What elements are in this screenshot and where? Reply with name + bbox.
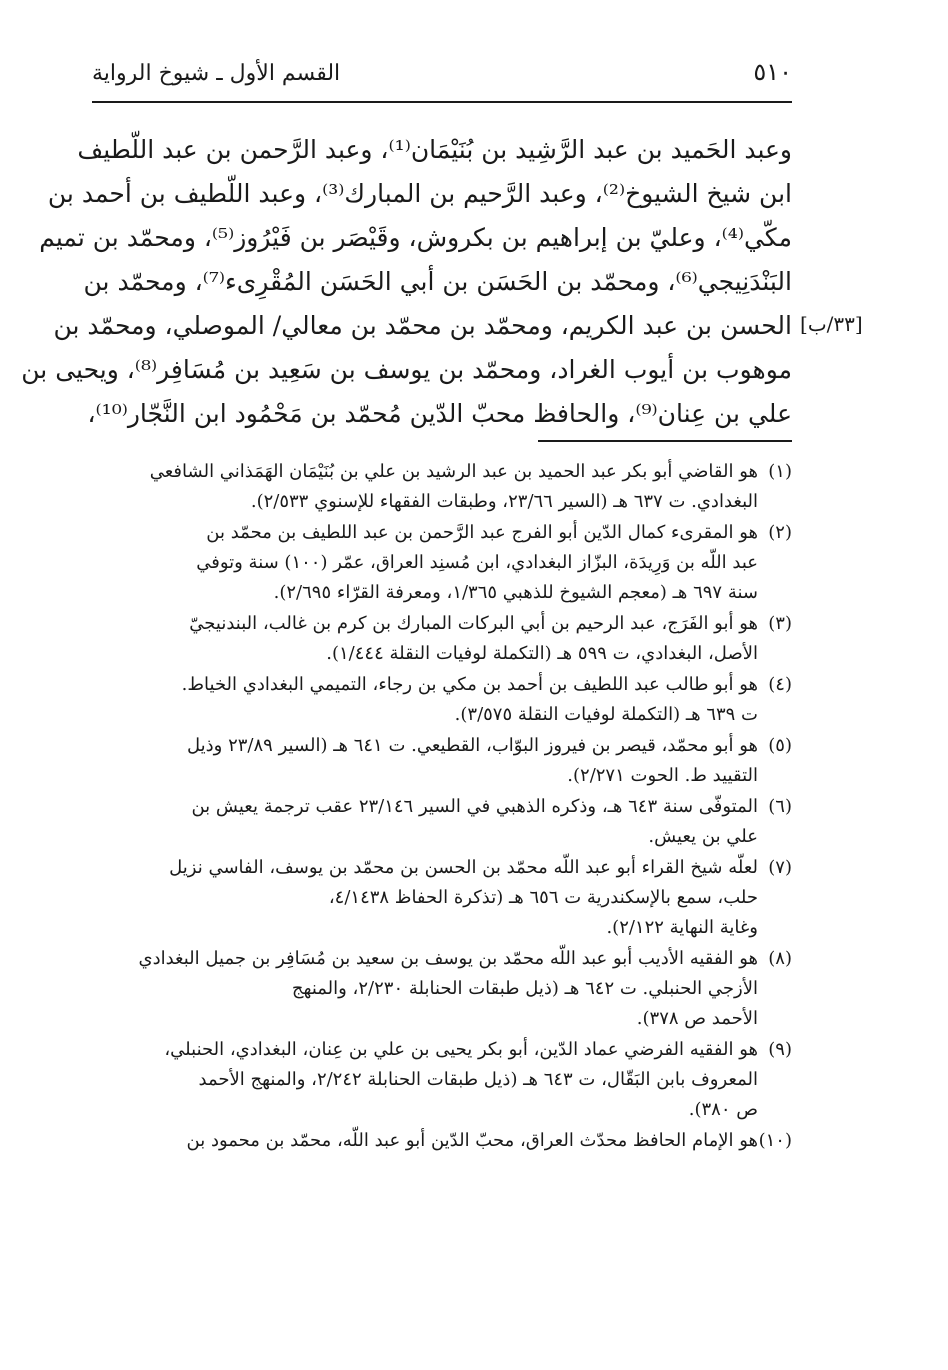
footnote-number: (١) <box>768 461 792 482</box>
text-line: البَنْدَنِيجي⁽⁶⁾، ومحمّد بن الحَسَن بن أبي الحَسَن المُقْرِىء⁽⁷⁾، ومحمّد بن <box>83 267 792 296</box>
footnote-text: المعروف بابن البَقّال، ت ٦٤٣ هـ (ذيل طبقات الحنابلة ٢/٢٤٢، والمنهج الأحمد <box>198 1069 758 1090</box>
footnote-text: هو المقرىء كمال الدّين أبو الفرج عبد الرَّحمن بن عبد اللطيف بن محمّد بن <box>206 522 758 543</box>
footnote-text: الأزجي الحنبلي. ت ٦٤٢ هـ (ذيل طبقات الحنابلة ٢/٢٣٠، والمنهج <box>291 978 758 999</box>
footnote-number: (٨) <box>768 948 792 969</box>
text-line: موهوب بن أيوب الغراد، ومحمّد بن يوسف بن سَعِيد بن مُسَافِر⁽⁸⁾، ويحيى بن <box>21 355 792 384</box>
footnote-text: هو أبو الفَرَج، عبد الرحيم بن أبي البركات المبارك بن كرم بن غالب، البندنيجيّ <box>189 613 758 634</box>
footnote-text: سنة ٦٩٧ هـ (معجم الشيوخ للذهبي ١/٣٦٥، ومعرفة القرّاء ٢/٦٩٥). <box>273 582 758 603</box>
footnote-text: هو أبو محمّد، قيصر بن فيروز البوّاب، القطيعي. ت ٦٤١ هـ (السير ٢٣/٨٩ وذيل <box>187 735 758 756</box>
footnote <box>92 609 792 669</box>
footnote <box>92 518 792 608</box>
footnote-text: حلب، سمع بالإسكندرية ت ٦٥٦ هـ (تذكرة الحفاظ ٤/١٤٣٨، <box>328 887 758 908</box>
footnote <box>92 670 792 730</box>
page-header <box>92 58 792 92</box>
footnote-number: (٥) <box>768 735 792 756</box>
footnote-number: (٩) <box>768 1039 792 1060</box>
footnote-number: (٢) <box>768 522 792 543</box>
footnote-text: المتوفّى سنة ٦٤٣ هـ، وذكره الذهبي في السير ٢٣/١٤٦ عقب ترجمة يعيش بن <box>191 796 758 817</box>
footnote-text: الأحمد ص ٣٧٨). <box>636 1008 758 1029</box>
page-number: ٥١٠ <box>753 58 792 86</box>
text-line: ابن شيخ الشيوخ⁽²⁾، وعبد الرَّحيم بن المبارك⁽³⁾، وعبد اللّطيف بن أحمد بن <box>47 179 792 208</box>
footnote-text: علي بن يعيش. <box>648 826 758 847</box>
footnote <box>92 944 792 1034</box>
footnote <box>92 792 792 852</box>
footnote-text: الأصل، البغدادي، ت ٥٩٩ هـ (التكملة لوفيات النقلة ١/٤٤٤). <box>326 643 758 664</box>
footnote <box>92 1035 792 1125</box>
text-line: وعبد الحَميد بن عبد الرَّشِيد بن بُنَيْمَان⁽¹⁾، وعبد الرَّحمن بن عبد اللّطيف <box>77 135 792 164</box>
header-divider <box>92 101 792 103</box>
footnote-text: هو الفقيه الفرضي عماد الدّين، أبو بكر يحيى بن علي بن عِنان، البغدادي، الحنبلي، <box>164 1039 758 1060</box>
footnote-text: هو الفقيه الأديب أبو عبد اللّه محمّد بن يوسف بن سعيد بن مُسَافِر بن جميل البغدادي <box>138 948 758 969</box>
footnote <box>92 731 792 791</box>
footnote-text: هو أبو طالب عبد اللطيف بن أحمد بن مكي بن رجاء، التميمي البغدادي الخياط. <box>181 674 758 695</box>
footnote <box>92 1126 792 1156</box>
footnote-text: لعلّه شيخ القراء أبو عبد اللّه محمّد بن الحسن بن محمّد بن يوسف، الفاسي نزيل <box>169 857 758 878</box>
footnote-divider <box>538 440 792 442</box>
manuscript-folio-marker: [٣٣/ب] <box>800 312 863 336</box>
footnote-text: البغدادي. ت ٦٣٧ هـ (السير ٢٣/٦٦، وطبقات الفقهاء للإسنوي ٢/٥٣٣). <box>250 491 758 512</box>
footnote-number: (٣) <box>768 613 792 634</box>
footnote <box>92 457 792 517</box>
footnote-number: (٤) <box>768 674 792 695</box>
footnote-text: هو الإمام الحافظ محدّث العراق، محبّ الدّين أبو عبد اللّه، محمّد بن محمود بن <box>186 1130 758 1151</box>
footnotes <box>92 457 792 1157</box>
footnote-text: عبد اللّه بن وَرِيدَة، البزّاز البغدادي، ابن مُسنِد العراق، عمّر (١٠٠) سنة وتوفي <box>196 552 758 573</box>
footnote-text: ت ٦٣٩ هـ (التكملة لوفيات النقلة ٣/٥٧٥). <box>454 704 758 725</box>
footnote-number: (١٠) <box>758 1130 792 1151</box>
text-line: علي بن عِنان⁽⁹⁾، والحافظ محبّ الدّين مُحمّد بن مَحْمُود ابن النَّجّار⁽¹⁰⁾، <box>87 399 792 428</box>
main-text <box>21 128 792 436</box>
footnote-text: هو القاضي أبو بكر عبد الحميد بن عبد الرشيد بن علي بن بُنَيْمَان الهَمَذاني الشافعي <box>149 461 758 482</box>
footnote-text: ص ٣٨٠). <box>688 1099 758 1120</box>
footnote <box>92 853 792 943</box>
text-line: الحسن بن عبد الكريم، ومحمّد بن محمّد بن معالي/ الموصلي، ومحمّد بن <box>53 311 792 340</box>
text-line: مكّي⁽⁴⁾، وعليّ بن إبراهيم بن بكروش، وقَيْصَر بن فَيْرُوز⁽⁵⁾، ومحمّد بن تميم <box>39 223 792 252</box>
footnote-number: (٧) <box>768 857 792 878</box>
footnote-number: (٦) <box>768 796 792 817</box>
footnote-text: التقييد ط. الحوت ٢/٢٧١). <box>567 765 758 786</box>
running-title: القسم الأول ـ شيوخ الرواية <box>92 61 341 86</box>
footnote-text: وغاية النهاية ٢/١٢٢). <box>606 917 758 938</box>
